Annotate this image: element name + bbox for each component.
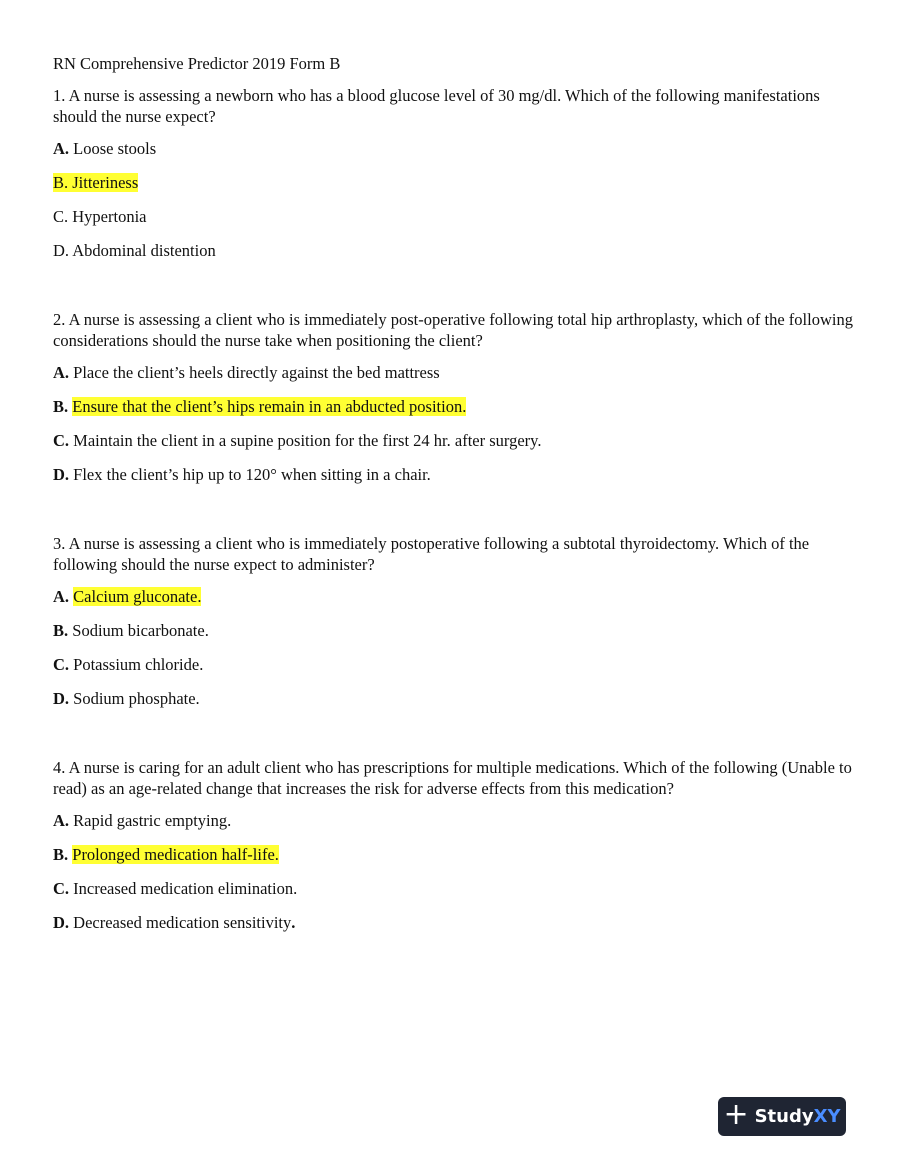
brand-name: Study [754,1106,814,1127]
option-period: . [291,913,296,932]
question-text: 4. A nurse is caring for an adult client who has prescriptions for multiple medications. Which of the following (Unable to read) as an age-related change that increases the risk for adverse effects from this medication? [53,758,852,798]
option-c [53,654,853,675]
highlighted-answer: Prolonged medication half-life. [72,845,279,864]
option-text: Potassium chloride. [73,655,204,674]
option-a [53,362,853,383]
option-letter: D. [53,689,70,708]
option-text: Place the client’s heels directly against the bed mattress [69,363,440,382]
option-letter: C. [53,655,70,674]
option-text: Loose stools [69,139,157,158]
option-a [53,138,853,159]
option-b-correct [53,172,853,193]
option-letter: B. [53,397,69,416]
option-text: C. Hypertonia [53,207,147,226]
option-letter: C. [53,879,70,898]
option-c [53,430,853,451]
option-letter: A. [53,811,70,830]
option-text: Maintain the client in a supine position for the first 24 hr. after surgery. [73,431,542,450]
plus-icon: + [723,1097,749,1132]
option-text: Sodium bicarbonate. [68,621,209,640]
option-b [53,620,853,641]
question-text: 2. A nurse is assessing a client who is immediately post-operative following total hip arthroplasty, which of the following considerations should the nurse take when positioning the client? [53,310,853,350]
option-letter: A. [53,587,70,606]
option-d [53,464,853,485]
option-a-correct [53,586,853,607]
option-a [53,810,853,831]
option-letter: D. [53,465,70,484]
option-letter: D. [53,913,70,932]
option-c [53,878,853,899]
option-letter: B. [53,845,69,864]
option-c [53,206,853,227]
option-text: Rapid gastric emptying. [69,811,232,830]
option-b-correct [53,396,853,417]
question-1 [53,85,853,261]
option-d [53,912,853,933]
question-text: 1. A nurse is assessing a newborn who has a blood glucose level of 30 mg/dl. Which of the following manifestations should the nurse expect? [53,86,820,126]
question-spacer [53,498,853,533]
question-4 [53,757,853,933]
option-letter: A. [53,139,70,158]
option-text: Decreased medication sensitivity [69,913,292,932]
option-text: Flex the client’s hip up to 120° when sitting in a chair. [69,465,431,484]
question-text: 3. A nurse is assessing a client who is immediately postoperative following a subtotal thyroidectomy. Which of the following should the nurse expect to administer? [53,534,810,574]
option-letter: A. [53,363,70,382]
option-d [53,688,853,709]
highlighted-answer: Ensure that the client’s hips remain in an abducted position. [72,397,467,416]
option-b-correct [53,844,853,865]
option-text: Sodium phosphate. [69,689,200,708]
option-letter: B. [53,621,69,640]
highlighted-answer: Calcium gluconate. [73,587,202,606]
option-text: D. Abdominal distention [53,241,216,260]
brand-accent: XY [813,1106,841,1127]
document-page [53,54,853,946]
option-text: Increased medication elimination. [73,879,298,898]
question-3 [53,533,853,709]
question-spacer [53,722,853,757]
option-d [53,240,853,261]
option-letter: C. [53,431,70,450]
question-2 [53,309,853,485]
question-spacer [53,274,853,309]
highlighted-answer: B. Jitteriness [53,173,139,192]
document-title: RN Comprehensive Predictor 2019 Form B [53,54,341,73]
studyxy-badge[interactable] [718,1097,846,1136]
